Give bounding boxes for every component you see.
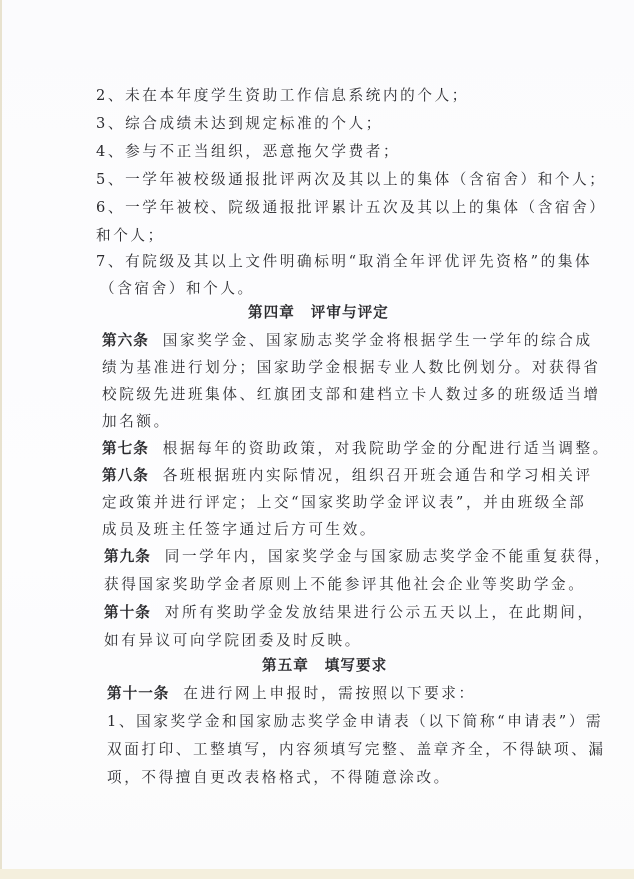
article-11-label: 第十一条 <box>107 685 170 702</box>
scan-bottom-edge <box>0 869 634 879</box>
list-item-7-line1: 7、有院级及其以上文件明确标明“取消全年评优评先资格”的集体 <box>96 253 593 270</box>
chapter-5-heading <box>262 656 387 676</box>
article-9-line2: 获得国家奖助学金者原则上不能参评其他社会企业等奖助学金。 <box>104 576 586 593</box>
article-11-item1-line2: 双面打印、工整填写，内容须填写完整、盖章齐全，不得缺项、漏 <box>107 741 606 758</box>
article-7-label: 第七条 <box>102 440 149 457</box>
article-6-line4: 加名额。 <box>102 413 171 430</box>
article-11-text-1: 在进行网上申报时，需按照以下要求： <box>183 685 476 702</box>
article-10-line1 <box>104 603 595 623</box>
article-6-text-1: 国家奖学金、国家励志奖学金将根据学生一学年的综合成 <box>162 332 593 349</box>
article-6-line3: 校院级先进班集体、红旗团支部和建档立卡人数过多的班级适当增 <box>102 386 601 403</box>
article-6-label: 第六条 <box>102 332 149 349</box>
article-8-line1 <box>102 466 593 486</box>
article-10-label: 第十条 <box>104 604 151 621</box>
list-item-6-line1: 6、一学年被校、院级通报批评累计五次及其以上的集体（含宿舍） <box>96 199 607 216</box>
list-item-6-line2: 和个人； <box>96 227 165 244</box>
chapter-4-number: 第四章 <box>248 304 295 321</box>
chapter-4-heading <box>248 303 389 323</box>
article-8-line2: 定政策并进行评定；上交“国家奖助学金评议表”，并由班级全部 <box>102 494 587 511</box>
article-11-item1-line1: 1、国家奖学金和国家励志奖学金申请表（以下简称“申请表”）需 <box>107 713 604 730</box>
article-10-line2: 如有异议可向学院团委及时反映。 <box>104 632 362 649</box>
article-6-line1 <box>102 331 593 351</box>
article-8-text-1: 各班根据班内实际情况，组织召开班会通告和学习相关评 <box>162 467 593 484</box>
chapter-5-number: 第五章 <box>262 657 309 674</box>
article-6-line2: 绩为基准进行划分；国家助学金根据专业人数比例划分。对获得省 <box>102 359 601 376</box>
list-item-2: 2、未在本年度学生资助工作信息系统内的个人； <box>96 87 469 104</box>
list-item-5: 5、一学年被校级通报批评两次及其以上的集体（含宿舍）和个人； <box>96 171 607 188</box>
article-11-line1 <box>107 684 476 704</box>
article-9-text-1: 同一学年内，国家奖学金与国家励志奖学金不能重复获得， <box>164 548 612 565</box>
article-9-label: 第九条 <box>104 548 151 565</box>
list-item-4: 4、参与不正当组织，恶意拖欠学费者； <box>96 143 401 160</box>
article-7-text-1: 根据每年的资助政策，对我院助学金的分配进行适当调整。 <box>162 440 610 457</box>
chapter-5-title: 填写要求 <box>324 657 388 674</box>
chapter-4-title: 评审与评定 <box>310 304 389 321</box>
list-item-7-line2: （含宿舍）和个人。 <box>100 280 255 297</box>
list-item-3: 3、综合成绩未达到规定标准的个人； <box>96 115 383 132</box>
article-11-item1-line3: 项，不得擅自更改表格格式，不得随意涂改。 <box>107 769 451 786</box>
article-10-text-1: 对所有奖助学金发放结果进行公示五天以上，在此期间， <box>164 604 595 621</box>
scan-left-edge <box>0 0 2 879</box>
article-9-line1 <box>104 547 612 567</box>
article-8-line3: 成员及班主任签字通过后方可生效。 <box>102 521 378 538</box>
article-7-line1 <box>102 439 610 459</box>
article-8-label: 第八条 <box>102 467 149 484</box>
